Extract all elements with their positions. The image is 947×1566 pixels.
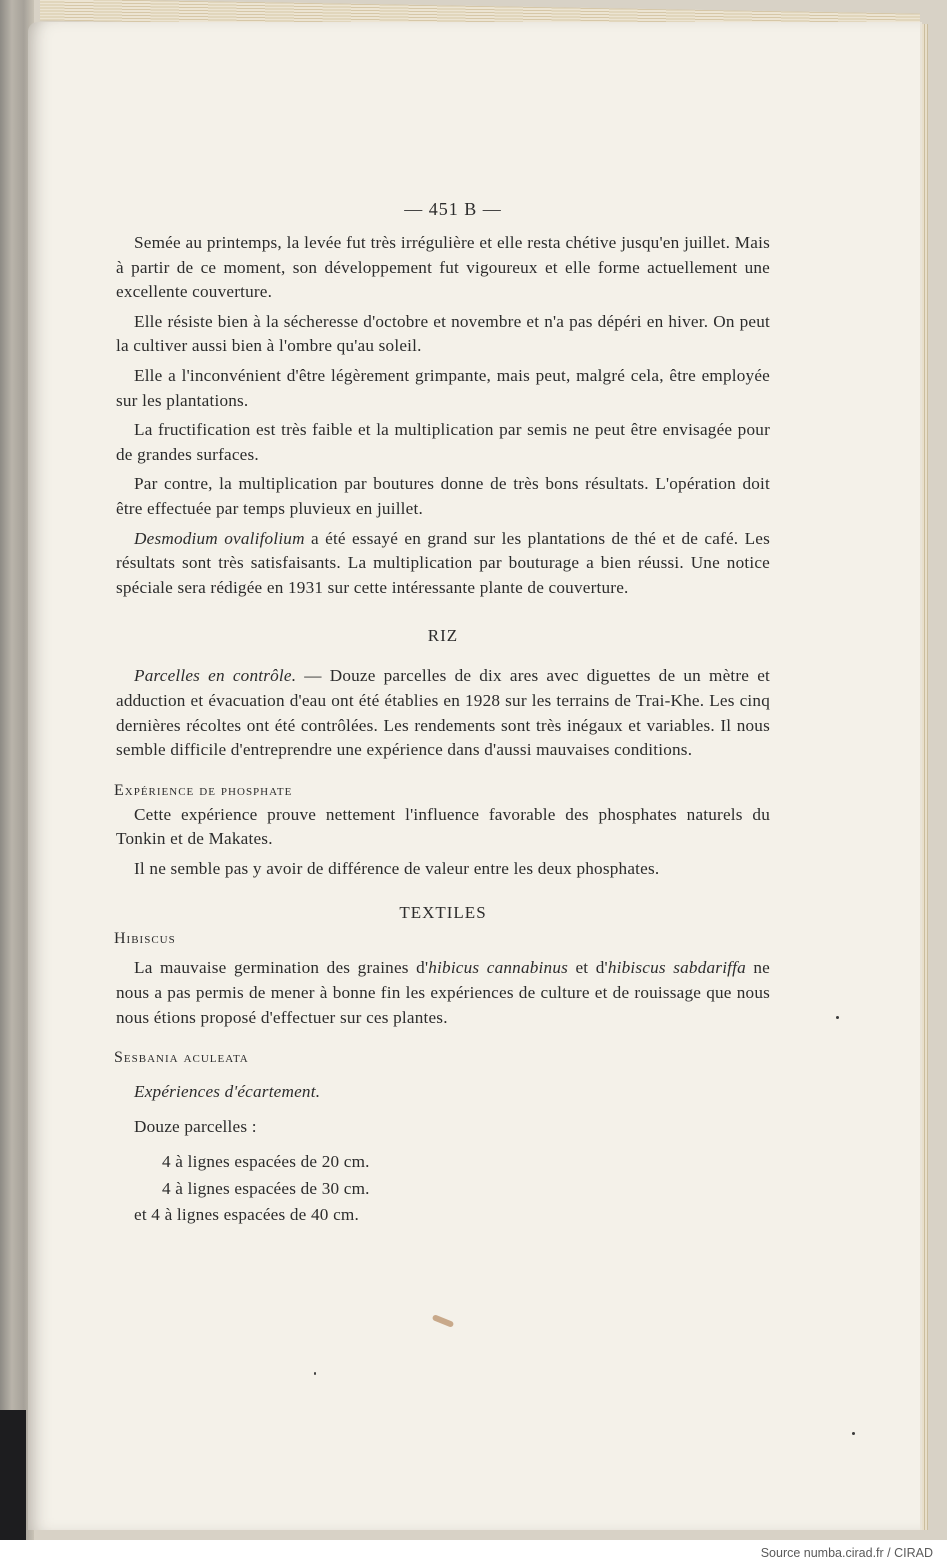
riz-paragraph-3: Il ne semble pas y avoir de différence de valeur entre les deux phosphates. bbox=[134, 858, 660, 878]
paper-speck bbox=[314, 1372, 316, 1375]
list-item: et 4 à lignes espacées de 40 cm. bbox=[134, 1205, 359, 1225]
intro-paragraph-3: Elle a l'inconvénient d'être légèrement grimpante, mais peut, malgré cela, être employée sur les plantations. bbox=[116, 365, 770, 410]
experiences-label: Expériences d'écartement. bbox=[134, 1082, 321, 1102]
paper-speck bbox=[836, 1016, 839, 1019]
subheading-phosphate: Expérience de phosphate bbox=[114, 781, 293, 799]
subheading-sesbania: Sesbania aculeata bbox=[114, 1049, 249, 1067]
textiles-paragraph-1: La mauvaise germination des graines d'hibicus cannabinus et d'hibiscus sabdariffa ne nous a pas permis de mener à bonne fin les expériences de culture et de rouissage que nous nous étions proposé d'effectuer sur ces plantes. bbox=[116, 958, 771, 1027]
section-heading-textiles: TEXTILES bbox=[399, 903, 487, 923]
intro-paragraph-5: Par contre, la multiplication par boutures donne de très bons résultats. L'opération doit être effectuée par temps pluvieux en juillet. bbox=[116, 474, 770, 518]
spacing-list bbox=[134, 1149, 770, 1229]
source-credit: Source numba.cirad.fr / CIRAD bbox=[760, 1546, 933, 1560]
intro-paragraph-1: Semée au printemps, la levée fut très irrégulière et elle resta chétive jusqu'en juillet. Mais à partir de ce moment, son développement fut vigoureux et elle forme actuellement une excellente couverture. bbox=[116, 233, 770, 302]
bookmark-strap bbox=[0, 1410, 26, 1540]
list-item: 4 à lignes espacées de 20 cm. bbox=[162, 1152, 370, 1172]
riz-paragraph-1: Parcelles en contrôle. — Douze parcelles de dix ares avec diguettes de un mètre et adduction et évacuation d'eau ont été établies en 1928 sur les terrains de Trai-Khe. Les cinq dernières récoltes ont été contrôlées. Les rendements sont très inégaux et variables. Il nous semble difficile d'entreprendre une expérience dans d'aussi mauvaises conditions. bbox=[116, 666, 770, 760]
page-number: — 451 B — bbox=[404, 199, 502, 219]
douze-parcelles: Douze parcelles : bbox=[134, 1116, 257, 1136]
riz-lead-italic: Parcelles en contrôle. bbox=[134, 666, 297, 686]
paper-speck bbox=[852, 1432, 855, 1435]
intro-paragraph-6: Desmodium ovalifolium a été essayé en grand sur les plantations de thé et de café. Les résultats sont très satisfaisants. La multiplication par bouturage a bien réussi. Une notice spéciale sera rédigée en 1931 sur cette intéressante plante de couverture. bbox=[116, 528, 770, 597]
intro-paragraph-2: Elle résiste bien à la sécheresse d'octobre et novembre et n'a pas dépéri en hiver. On peut la cultiver aussi bien à l'ombre qu'au soleil. bbox=[116, 311, 770, 356]
intro-paragraph-4: La fructification est très faible et la multiplication par semis ne peut être envisagée pour de grandes surfaces. bbox=[116, 420, 770, 464]
section-heading-riz: RIZ bbox=[427, 626, 459, 646]
species-name: Desmodium ovalifolium bbox=[134, 528, 305, 548]
list-item: 4 à lignes espacées de 30 cm. bbox=[162, 1178, 370, 1198]
page-text bbox=[116, 199, 770, 1229]
subheading-hibiscus: Hibiscus bbox=[114, 930, 176, 948]
riz-paragraph-2: Cette expérience prouve nettement l'influence favorable des phosphates naturels du Tonkin et de Makates. bbox=[116, 804, 770, 849]
